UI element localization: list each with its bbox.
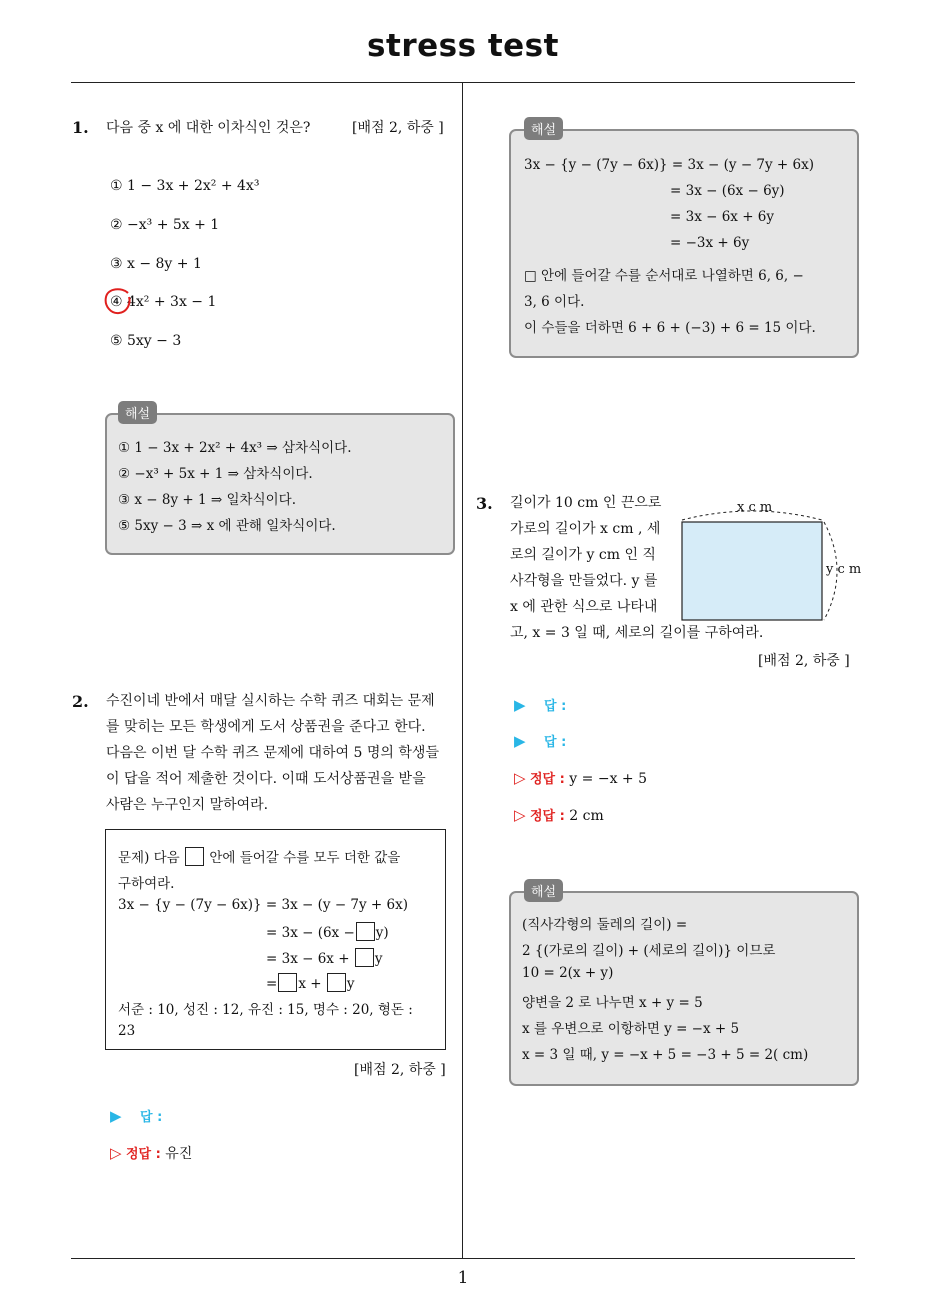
q3-solution-tag: 해설 xyxy=(524,879,563,902)
q2-number: 2. xyxy=(72,692,89,711)
q2-solution-line-1: 3x − {y − (7y − 6x)} = 3x − (y − 7y + 6x) xyxy=(524,157,814,173)
q1-option-4[interactable]: ④ 4x² + 3x − 1 xyxy=(110,294,217,310)
triangle-outline-icon: ▷ xyxy=(514,806,526,824)
header-rule xyxy=(71,82,855,83)
q2-students-2: 23 xyxy=(118,1023,136,1039)
blank-box[interactable] xyxy=(355,948,374,967)
q1-meta: [배점 2, 하중 ] xyxy=(352,120,444,136)
q3-answer-row-1[interactable]: ▶ 답 : xyxy=(514,696,567,714)
q1-option-2[interactable]: ② −x³ + 5x + 1 xyxy=(110,217,220,233)
q2-box-eq-2: = 3x − (6x − y) xyxy=(266,922,389,941)
q3-solution-line-3: 10 = 2(x + y) xyxy=(522,965,614,981)
q3-solution-line-6: x = 3 일 때, y = −x + 5 = −3 + 5 = 2( cm) xyxy=(522,1047,809,1063)
q3-number: 3. xyxy=(476,494,493,513)
q2-students: 서준 : 10, 성진 : 12, 유진 : 15, 명수 : 20, 형돈 : xyxy=(118,1002,413,1018)
q2-solution-line-7: 이 수들을 더하면 6 + 6 + (−3) + 6 = 15 이다. xyxy=(524,320,816,336)
q3-correct-row-2: ▷ 정답 : 2 cm xyxy=(514,806,604,824)
q2-solution-line-6: 3, 6 이다. xyxy=(524,294,585,310)
q3-text-line-5: x 에 관한 식으로 나타내 xyxy=(510,599,658,615)
q3-text-line-3: 로의 길이가 y cm 인 직 xyxy=(510,547,656,563)
q3-solution-line-1: (직사각형의 둘레의 길이) = xyxy=(522,917,688,933)
q3-solution-line-5: x 를 우변으로 이항하면 y = −x + 5 xyxy=(522,1021,740,1037)
blank-box[interactable] xyxy=(356,922,375,941)
q3-solution-line-2: 2 {(가로의 길이) + (세로의 길이)} 이므로 xyxy=(522,943,776,959)
answer-circle-mark xyxy=(102,287,134,317)
q2-box-intro-2: 구하여라. xyxy=(118,876,175,892)
q2-text-line-2: 를 맞히는 모든 학생에게 도서 상품권을 준다고 한다. xyxy=(106,719,426,735)
q1-solution-line-1: ① 1 − 3x + 2x² + 4x³ ⇒ 삼차식이다. xyxy=(118,440,352,456)
q3-text-line-2: 가로의 길이가 x cm , 세 xyxy=(510,521,661,537)
q2-box-eq-3: = 3x − 6x + y xyxy=(266,948,382,967)
blank-box[interactable] xyxy=(327,973,346,992)
column-divider xyxy=(462,83,463,1258)
q3-text-last: 고, x = 3 일 때, 세로의 길이를 구하여라. xyxy=(510,625,764,641)
q2-box-intro: 문제) 다음 안에 들어갈 수를 모두 더한 값을 xyxy=(118,846,400,866)
play-icon: ▶ xyxy=(514,732,526,750)
blank-box[interactable] xyxy=(278,973,297,992)
q1-option-1[interactable]: ① 1 − 3x + 2x² + 4x³ xyxy=(110,178,260,194)
q1-solution-line-3: ③ x − 8y + 1 ⇒ 일차식이다. xyxy=(118,492,296,508)
q2-answer-row[interactable]: ▶ 답 : xyxy=(110,1107,163,1125)
footer-rule xyxy=(71,1258,855,1259)
q2-text-line-3: 다음은 이번 달 수학 퀴즈 문제에 대하여 5 명의 학생들 xyxy=(106,745,439,761)
q3-answer-row-2[interactable]: ▶ 답 : xyxy=(514,732,567,750)
triangle-outline-icon: ▷ xyxy=(110,1144,122,1162)
q2-correct-row: ▷ 정답 : 유진 xyxy=(110,1144,193,1162)
rectangle-shape xyxy=(682,522,822,620)
q2-text-line-4: 이 답을 적어 제출한 것이다. 이때 도서상품권을 받을 xyxy=(106,771,426,787)
q1-solution-line-2: ② −x³ + 5x + 1 ⇒ 삼차식이다. xyxy=(118,466,313,482)
q2-solution-line-4: = −3x + 6y xyxy=(670,235,750,251)
q2-box-eq-1: 3x − {y − (7y − 6x)} = 3x − (y − 7y + 6x) xyxy=(118,897,408,913)
q1-option-3[interactable]: ③ x − 8y + 1 xyxy=(110,256,202,272)
q1-solution-line-4: ⑤ 5xy − 3 ⇒ x 에 관해 일차식이다. xyxy=(118,518,336,534)
q1-text: 다음 중 x 에 대한 이차식인 것은? xyxy=(106,120,311,136)
play-icon: ▶ xyxy=(110,1107,122,1125)
q3-solution-line-4: 양변을 2 로 나누면 x + y = 5 xyxy=(522,995,703,1011)
q2-text-line-1: 수진이네 반에서 매달 실시하는 수학 퀴즈 대회는 문제 xyxy=(106,693,435,709)
q3-meta: [배점 2, 하중 ] xyxy=(758,653,850,669)
q2-solution-tag: 해설 xyxy=(524,117,563,140)
q3-text-line-1: 길이가 10 cm 인 끈으로 xyxy=(510,495,662,511)
play-icon: ▶ xyxy=(514,696,526,714)
fig-width-label: x c m xyxy=(737,500,773,515)
q2-solution-line-2: = 3x − (6x − 6y) xyxy=(670,183,785,199)
q2-meta: [배점 2, 하중 ] xyxy=(354,1062,446,1078)
fig-height-label: y c m xyxy=(826,562,862,577)
page-number: 1 xyxy=(457,1268,469,1288)
q3-text-line-4: 사각형을 만들었다. y 를 xyxy=(510,573,658,589)
triangle-outline-icon: ▷ xyxy=(514,769,526,787)
q1-solution-tag: 해설 xyxy=(118,401,157,424)
q1-option-5[interactable]: ⑤ 5xy − 3 xyxy=(110,333,182,349)
blank-box xyxy=(185,847,204,866)
q2-text-line-5: 사람은 누구인지 말하여라. xyxy=(106,797,269,813)
q1-number: 1. xyxy=(72,118,89,137)
q3-correct-row-1: ▷ 정답 : y = −x + 5 xyxy=(514,769,648,787)
rectangle-figure xyxy=(670,496,870,626)
q2-solution-line-5: □ 안에 들어갈 수를 순서대로 나열하면 6, 6, − xyxy=(524,268,804,284)
page-title: stress test xyxy=(367,28,559,64)
q2-box-eq-4: = x + y xyxy=(266,973,354,992)
q2-solution-line-3: = 3x − 6x + 6y xyxy=(670,209,775,225)
